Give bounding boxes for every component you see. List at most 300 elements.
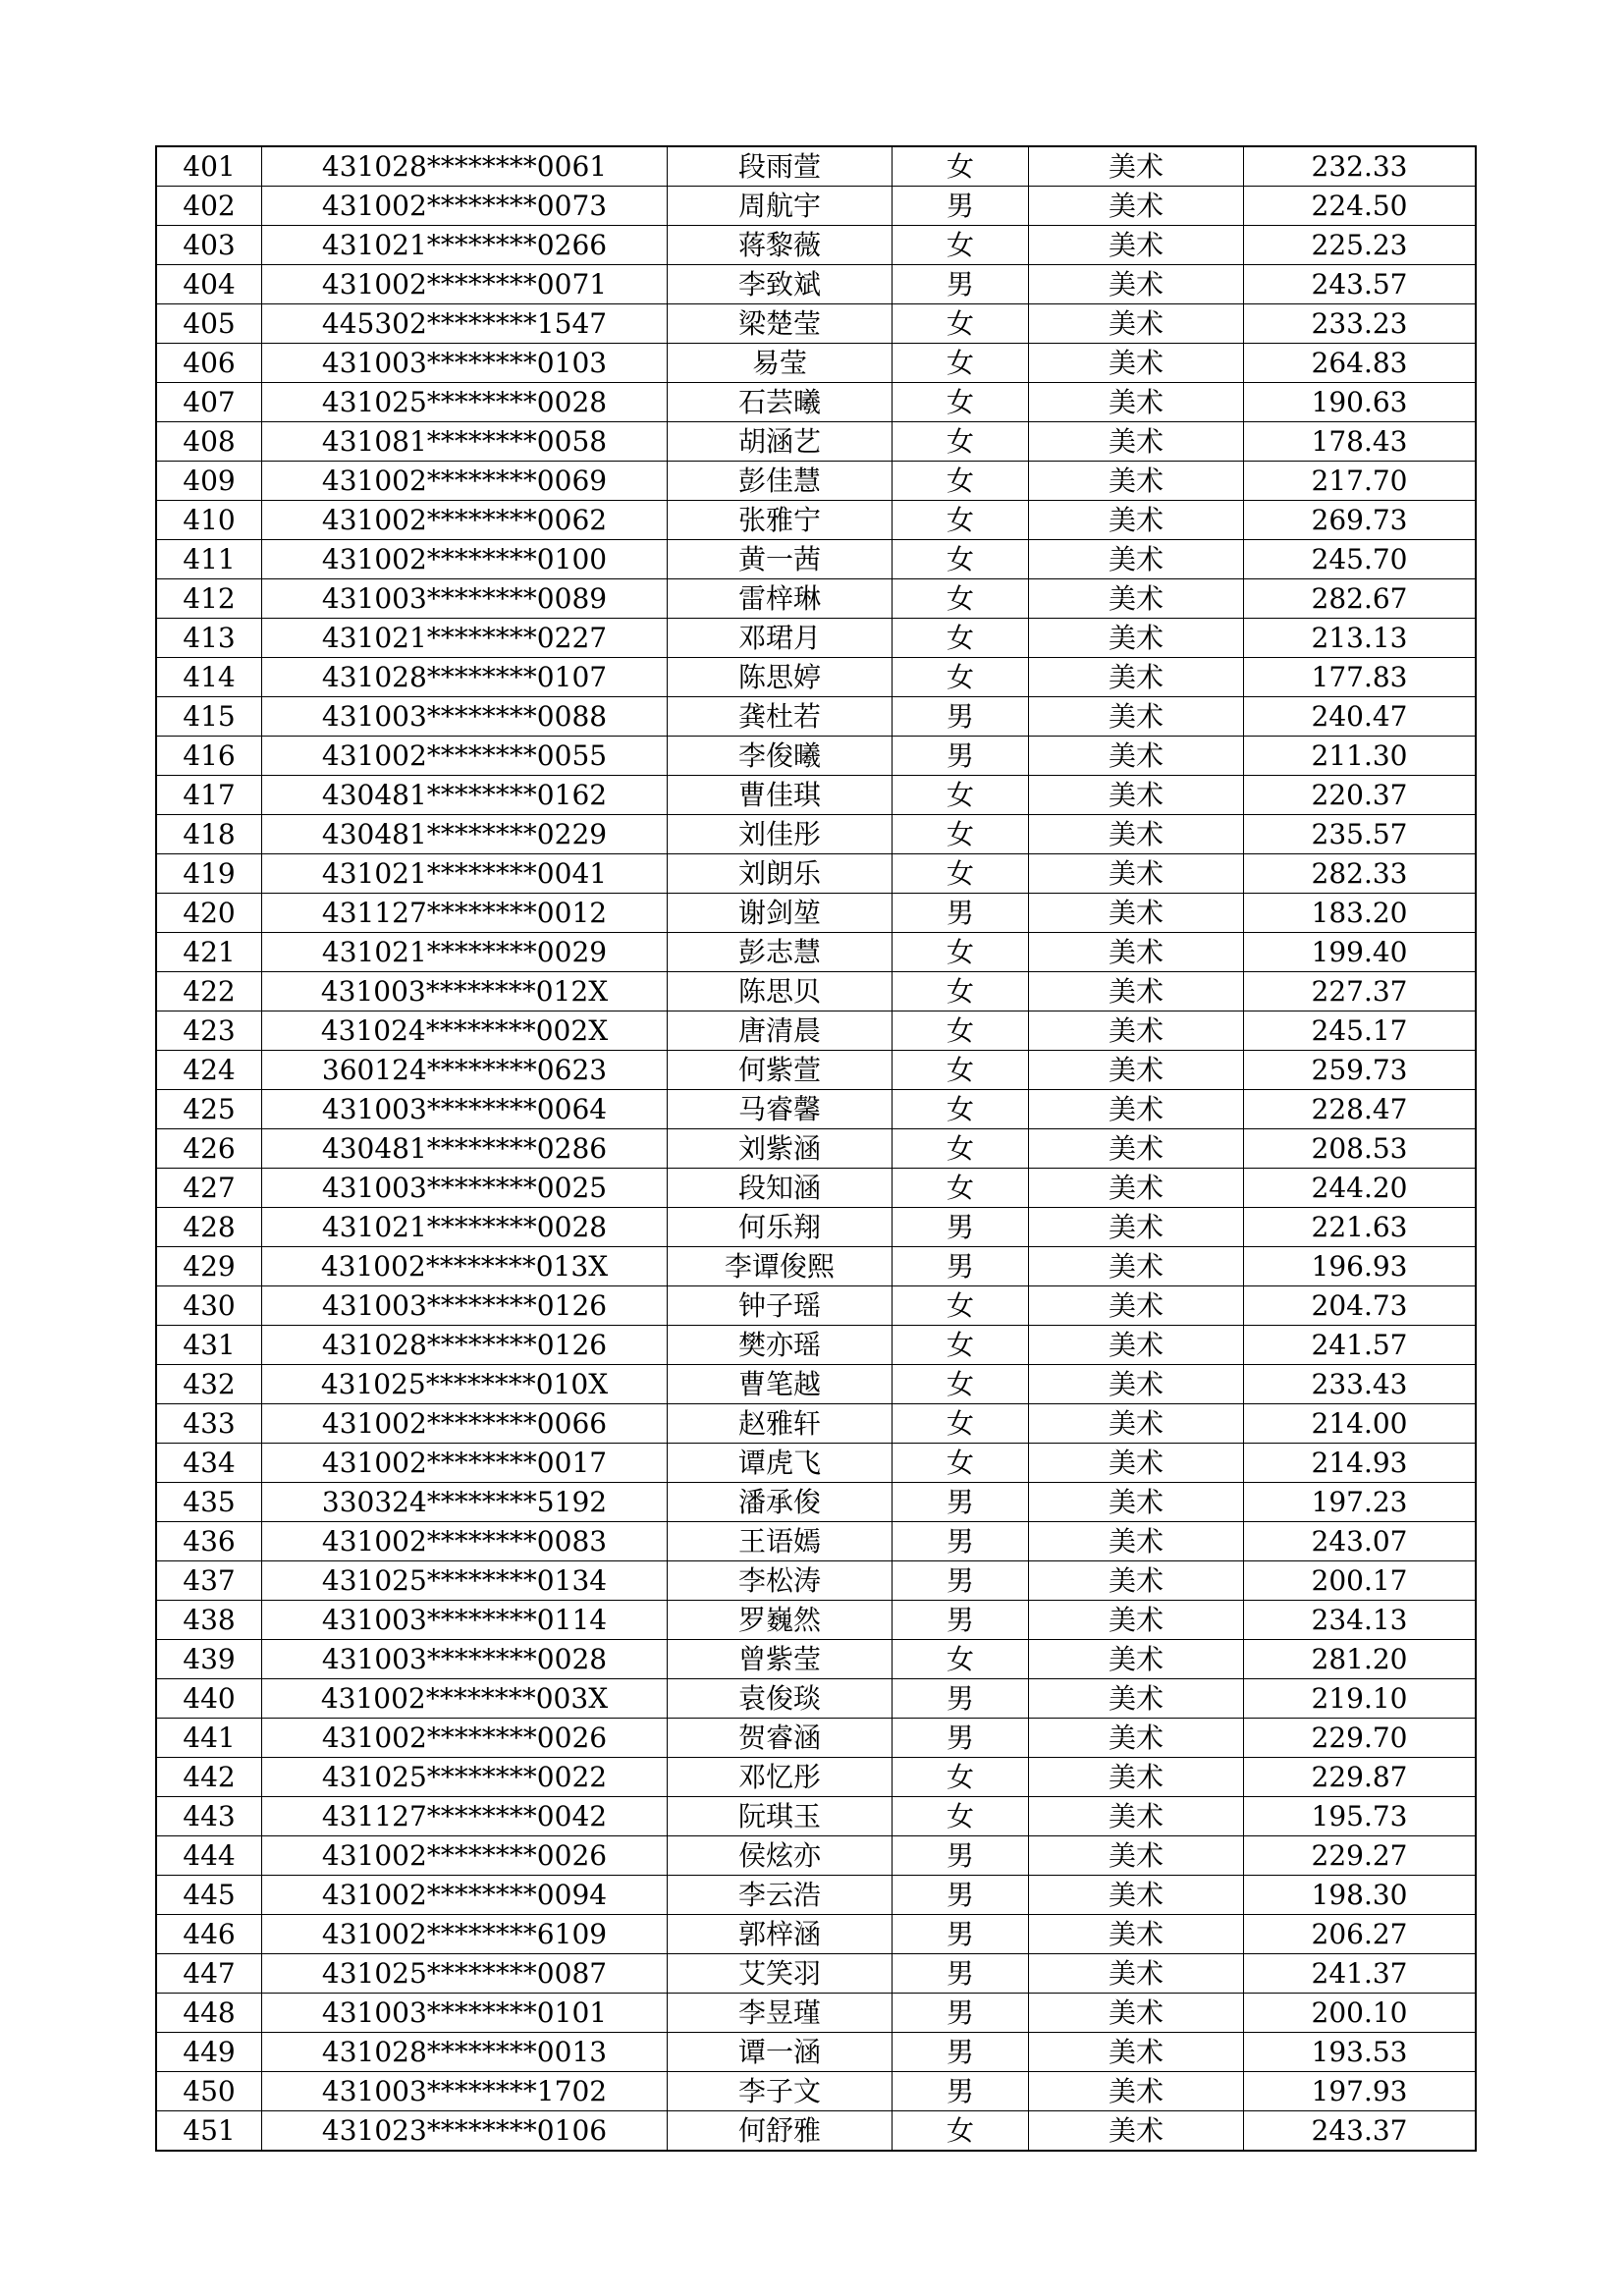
gender-cell: 女 [893, 1326, 1029, 1365]
subject-cell: 美术 [1029, 1444, 1244, 1483]
id-number-cell: 431003********1702 [262, 2072, 668, 2111]
student-name-cell: 彭佳慧 [668, 462, 893, 501]
score-cell: 240.47 [1244, 697, 1477, 737]
id-number-cell: 431028********0013 [262, 2033, 668, 2072]
gender-cell: 女 [893, 776, 1029, 815]
row-number-cell: 427 [156, 1169, 262, 1208]
id-number-cell: 431003********012X [262, 972, 668, 1011]
student-name-cell: 赵雅轩 [668, 1404, 893, 1444]
table-row [156, 1836, 1476, 1876]
row-number-cell: 429 [156, 1247, 262, 1286]
gender-cell: 女 [893, 462, 1029, 501]
subject-cell: 美术 [1029, 501, 1244, 540]
table-row [156, 1365, 1476, 1404]
subject-cell: 美术 [1029, 1679, 1244, 1719]
score-cell: 243.57 [1244, 265, 1477, 304]
id-number-cell: 431003********0089 [262, 579, 668, 619]
table-row [156, 776, 1476, 815]
subject-cell: 美术 [1029, 1365, 1244, 1404]
id-number-cell: 431003********0028 [262, 1640, 668, 1679]
id-number-cell: 431003********0088 [262, 697, 668, 737]
gender-cell: 男 [893, 1679, 1029, 1719]
id-number-cell: 431002********0026 [262, 1719, 668, 1758]
score-table-body [156, 146, 1476, 2151]
subject-cell: 美术 [1029, 894, 1244, 933]
gender-cell: 男 [893, 1601, 1029, 1640]
gender-cell: 女 [893, 1051, 1029, 1090]
score-cell: 217.70 [1244, 462, 1477, 501]
student-name-cell: 陈思贝 [668, 972, 893, 1011]
subject-cell: 美术 [1029, 1090, 1244, 1129]
row-number-cell: 408 [156, 422, 262, 462]
table-row [156, 1640, 1476, 1679]
table-row [156, 1247, 1476, 1286]
subject-cell: 美术 [1029, 776, 1244, 815]
student-name-cell: 谭虎飞 [668, 1444, 893, 1483]
score-cell: 282.67 [1244, 579, 1477, 619]
score-cell: 259.73 [1244, 1051, 1477, 1090]
id-number-cell: 431002********6109 [262, 1915, 668, 1954]
gender-cell: 男 [893, 1954, 1029, 1994]
score-cell: 229.87 [1244, 1758, 1477, 1797]
row-number-cell: 418 [156, 815, 262, 854]
id-number-cell: 431021********0227 [262, 619, 668, 658]
subject-cell: 美术 [1029, 1758, 1244, 1797]
score-cell: 220.37 [1244, 776, 1477, 815]
student-name-cell: 刘朗乐 [668, 854, 893, 894]
subject-cell: 美术 [1029, 933, 1244, 972]
row-number-cell: 410 [156, 501, 262, 540]
table-row [156, 894, 1476, 933]
gender-cell: 女 [893, 658, 1029, 697]
table-row [156, 1719, 1476, 1758]
table-row [156, 697, 1476, 737]
id-number-cell: 431025********010X [262, 1365, 668, 1404]
table-row [156, 1994, 1476, 2033]
score-cell: 243.37 [1244, 2111, 1477, 2152]
row-number-cell: 436 [156, 1522, 262, 1561]
student-name-cell: 石芸曦 [668, 383, 893, 422]
id-number-cell: 430481********0229 [262, 815, 668, 854]
row-number-cell: 413 [156, 619, 262, 658]
student-name-cell: 李子文 [668, 2072, 893, 2111]
table-row [156, 1758, 1476, 1797]
subject-cell: 美术 [1029, 226, 1244, 265]
student-name-cell: 张雅宁 [668, 501, 893, 540]
id-number-cell: 431002********0094 [262, 1876, 668, 1915]
subject-cell: 美术 [1029, 1561, 1244, 1601]
subject-cell: 美术 [1029, 1522, 1244, 1561]
score-cell: 228.47 [1244, 1090, 1477, 1129]
row-number-cell: 448 [156, 1994, 262, 2033]
gender-cell: 男 [893, 1522, 1029, 1561]
student-name-cell: 龚杜若 [668, 697, 893, 737]
id-number-cell: 431024********002X [262, 1011, 668, 1051]
gender-cell: 男 [893, 2033, 1029, 2072]
gender-cell: 女 [893, 1011, 1029, 1051]
student-name-cell: 袁俊琰 [668, 1679, 893, 1719]
gender-cell: 男 [893, 1876, 1029, 1915]
gender-cell: 女 [893, 540, 1029, 579]
gender-cell: 女 [893, 933, 1029, 972]
id-number-cell: 431023********0106 [262, 2111, 668, 2152]
score-cell: 221.63 [1244, 1208, 1477, 1247]
score-cell: 219.10 [1244, 1679, 1477, 1719]
subject-cell: 美术 [1029, 540, 1244, 579]
subject-cell: 美术 [1029, 265, 1244, 304]
student-name-cell: 雷梓琳 [668, 579, 893, 619]
subject-cell: 美术 [1029, 1483, 1244, 1522]
subject-cell: 美术 [1029, 579, 1244, 619]
table-row [156, 2033, 1476, 2072]
score-cell: 241.57 [1244, 1326, 1477, 1365]
row-number-cell: 411 [156, 540, 262, 579]
row-number-cell: 422 [156, 972, 262, 1011]
table-row [156, 1051, 1476, 1090]
score-cell: 193.53 [1244, 2033, 1477, 2072]
row-number-cell: 425 [156, 1090, 262, 1129]
row-number-cell: 414 [156, 658, 262, 697]
row-number-cell: 440 [156, 1679, 262, 1719]
table-row [156, 2111, 1476, 2152]
gender-cell: 女 [893, 1365, 1029, 1404]
gender-cell: 女 [893, 972, 1029, 1011]
subject-cell: 美术 [1029, 619, 1244, 658]
row-number-cell: 437 [156, 1561, 262, 1601]
row-number-cell: 407 [156, 383, 262, 422]
table-row [156, 146, 1476, 187]
table-row [156, 1876, 1476, 1915]
gender-cell: 女 [893, 226, 1029, 265]
id-number-cell: 431002********0026 [262, 1836, 668, 1876]
gender-cell: 女 [893, 146, 1029, 187]
student-name-cell: 梁楚莹 [668, 304, 893, 344]
subject-cell: 美术 [1029, 2072, 1244, 2111]
gender-cell: 女 [893, 1169, 1029, 1208]
table-row [156, 1797, 1476, 1836]
student-name-cell: 贺睿涵 [668, 1719, 893, 1758]
row-number-cell: 423 [156, 1011, 262, 1051]
student-name-cell: 邓珺月 [668, 619, 893, 658]
score-cell: 225.23 [1244, 226, 1477, 265]
score-cell: 233.23 [1244, 304, 1477, 344]
gender-cell: 女 [893, 619, 1029, 658]
gender-cell: 女 [893, 1286, 1029, 1326]
table-row [156, 1011, 1476, 1051]
row-number-cell: 434 [156, 1444, 262, 1483]
row-number-cell: 424 [156, 1051, 262, 1090]
gender-cell: 女 [893, 579, 1029, 619]
id-number-cell: 431025********0134 [262, 1561, 668, 1601]
subject-cell: 美术 [1029, 737, 1244, 776]
row-number-cell: 402 [156, 187, 262, 226]
row-number-cell: 433 [156, 1404, 262, 1444]
table-row [156, 304, 1476, 344]
subject-cell: 美术 [1029, 1994, 1244, 2033]
id-number-cell: 431127********0012 [262, 894, 668, 933]
id-number-cell: 431002********0100 [262, 540, 668, 579]
row-number-cell: 444 [156, 1836, 262, 1876]
row-number-cell: 446 [156, 1915, 262, 1954]
row-number-cell: 451 [156, 2111, 262, 2152]
student-name-cell: 胡涵艺 [668, 422, 893, 462]
table-row [156, 1326, 1476, 1365]
score-cell: 178.43 [1244, 422, 1477, 462]
id-number-cell: 431003********0103 [262, 344, 668, 383]
student-name-cell: 刘佳彤 [668, 815, 893, 854]
gender-cell: 女 [893, 1758, 1029, 1797]
gender-cell: 男 [893, 1483, 1029, 1522]
gender-cell: 女 [893, 304, 1029, 344]
table-row [156, 972, 1476, 1011]
id-number-cell: 430481********0286 [262, 1129, 668, 1169]
subject-cell: 美术 [1029, 1011, 1244, 1051]
score-cell: 213.13 [1244, 619, 1477, 658]
row-number-cell: 401 [156, 146, 262, 187]
row-number-cell: 428 [156, 1208, 262, 1247]
student-name-cell: 刘紫涵 [668, 1129, 893, 1169]
gender-cell: 男 [893, 737, 1029, 776]
table-row [156, 658, 1476, 697]
gender-cell: 男 [893, 265, 1029, 304]
id-number-cell: 431002********003X [262, 1679, 668, 1719]
gender-cell: 男 [893, 1915, 1029, 1954]
subject-cell: 美术 [1029, 1797, 1244, 1836]
subject-cell: 美术 [1029, 1876, 1244, 1915]
score-cell: 234.13 [1244, 1601, 1477, 1640]
table-row [156, 540, 1476, 579]
id-number-cell: 431025********0022 [262, 1758, 668, 1797]
student-name-cell: 潘承俊 [668, 1483, 893, 1522]
student-name-cell: 曾紫莹 [668, 1640, 893, 1679]
subject-cell: 美术 [1029, 1208, 1244, 1247]
score-cell: 195.73 [1244, 1797, 1477, 1836]
subject-cell: 美术 [1029, 1169, 1244, 1208]
student-name-cell: 郭梓涵 [668, 1915, 893, 1954]
score-cell: 233.43 [1244, 1365, 1477, 1404]
table-row [156, 579, 1476, 619]
row-number-cell: 442 [156, 1758, 262, 1797]
score-cell: 229.70 [1244, 1719, 1477, 1758]
score-cell: 183.20 [1244, 894, 1477, 933]
row-number-cell: 403 [156, 226, 262, 265]
id-number-cell: 431028********0126 [262, 1326, 668, 1365]
student-name-cell: 何乐翔 [668, 1208, 893, 1247]
id-number-cell: 431021********0266 [262, 226, 668, 265]
row-number-cell: 415 [156, 697, 262, 737]
subject-cell: 美术 [1029, 304, 1244, 344]
row-number-cell: 431 [156, 1326, 262, 1365]
student-name-cell: 李谭俊熙 [668, 1247, 893, 1286]
gender-cell: 男 [893, 1247, 1029, 1286]
subject-cell: 美术 [1029, 2111, 1244, 2152]
score-table [155, 145, 1477, 2152]
table-row [156, 1208, 1476, 1247]
subject-cell: 美术 [1029, 2033, 1244, 2072]
subject-cell: 美术 [1029, 1915, 1244, 1954]
student-name-cell: 陈思婷 [668, 658, 893, 697]
score-cell: 214.00 [1244, 1404, 1477, 1444]
score-cell: 245.70 [1244, 540, 1477, 579]
score-cell: 264.83 [1244, 344, 1477, 383]
score-cell: 199.40 [1244, 933, 1477, 972]
id-number-cell: 431021********0041 [262, 854, 668, 894]
id-number-cell: 431002********0062 [262, 501, 668, 540]
gender-cell: 女 [893, 1640, 1029, 1679]
student-name-cell: 钟子瑶 [668, 1286, 893, 1326]
gender-cell: 女 [893, 422, 1029, 462]
student-name-cell: 艾笑羽 [668, 1954, 893, 1994]
table-row [156, 1404, 1476, 1444]
table-row [156, 1483, 1476, 1522]
subject-cell: 美术 [1029, 1404, 1244, 1444]
table-row [156, 383, 1476, 422]
row-number-cell: 406 [156, 344, 262, 383]
table-row [156, 1915, 1476, 1954]
student-name-cell: 侯炫亦 [668, 1836, 893, 1876]
student-name-cell: 邓忆彤 [668, 1758, 893, 1797]
row-number-cell: 420 [156, 894, 262, 933]
row-number-cell: 430 [156, 1286, 262, 1326]
table-row [156, 1169, 1476, 1208]
subject-cell: 美术 [1029, 1954, 1244, 1994]
id-number-cell: 431002********0071 [262, 265, 668, 304]
row-number-cell: 412 [156, 579, 262, 619]
student-name-cell: 李昱瑾 [668, 1994, 893, 2033]
table-row [156, 2072, 1476, 2111]
student-name-cell: 何紫萱 [668, 1051, 893, 1090]
row-number-cell: 419 [156, 854, 262, 894]
student-name-cell: 谭一涵 [668, 2033, 893, 2072]
score-cell: 281.20 [1244, 1640, 1477, 1679]
student-name-cell: 李云浩 [668, 1876, 893, 1915]
row-number-cell: 405 [156, 304, 262, 344]
score-cell: 190.63 [1244, 383, 1477, 422]
gender-cell: 女 [893, 1444, 1029, 1483]
score-cell: 232.33 [1244, 146, 1477, 187]
gender-cell: 女 [893, 344, 1029, 383]
row-number-cell: 432 [156, 1365, 262, 1404]
score-cell: 211.30 [1244, 737, 1477, 776]
student-name-cell: 樊亦瑶 [668, 1326, 893, 1365]
id-number-cell: 431081********0058 [262, 422, 668, 462]
score-cell: 197.93 [1244, 2072, 1477, 2111]
student-name-cell: 黄一茜 [668, 540, 893, 579]
score-cell: 198.30 [1244, 1876, 1477, 1915]
row-number-cell: 445 [156, 1876, 262, 1915]
table-row [156, 933, 1476, 972]
id-number-cell: 431002********0066 [262, 1404, 668, 1444]
table-row [156, 737, 1476, 776]
subject-cell: 美术 [1029, 815, 1244, 854]
subject-cell: 美术 [1029, 1640, 1244, 1679]
id-number-cell: 431003********0101 [262, 1994, 668, 2033]
id-number-cell: 431003********0126 [262, 1286, 668, 1326]
table-row [156, 344, 1476, 383]
score-cell: 269.73 [1244, 501, 1477, 540]
student-name-cell: 曹佳琪 [668, 776, 893, 815]
gender-cell: 女 [893, 854, 1029, 894]
student-name-cell: 段知涵 [668, 1169, 893, 1208]
student-name-cell: 何舒雅 [668, 2111, 893, 2152]
row-number-cell: 409 [156, 462, 262, 501]
score-cell: 214.93 [1244, 1444, 1477, 1483]
student-name-cell: 李松涛 [668, 1561, 893, 1601]
student-name-cell: 周航宇 [668, 187, 893, 226]
id-number-cell: 431021********0028 [262, 1208, 668, 1247]
score-cell: 229.27 [1244, 1836, 1477, 1876]
table-row [156, 1129, 1476, 1169]
score-cell: 224.50 [1244, 187, 1477, 226]
gender-cell: 男 [893, 1836, 1029, 1876]
table-row [156, 422, 1476, 462]
score-cell: 204.73 [1244, 1286, 1477, 1326]
id-number-cell: 431025********0087 [262, 1954, 668, 1994]
score-cell: 177.83 [1244, 658, 1477, 697]
gender-cell: 男 [893, 1994, 1029, 2033]
score-cell: 245.17 [1244, 1011, 1477, 1051]
score-cell: 200.17 [1244, 1561, 1477, 1601]
score-cell: 243.07 [1244, 1522, 1477, 1561]
id-number-cell: 431002********0055 [262, 737, 668, 776]
student-name-cell: 彭志慧 [668, 933, 893, 972]
table-row [156, 854, 1476, 894]
score-cell: 241.37 [1244, 1954, 1477, 1994]
subject-cell: 美术 [1029, 1601, 1244, 1640]
table-row [156, 1601, 1476, 1640]
student-name-cell: 李俊曦 [668, 737, 893, 776]
score-cell: 206.27 [1244, 1915, 1477, 1954]
gender-cell: 女 [893, 1404, 1029, 1444]
table-row [156, 1286, 1476, 1326]
row-number-cell: 426 [156, 1129, 262, 1169]
table-row [156, 265, 1476, 304]
id-number-cell: 431003********0064 [262, 1090, 668, 1129]
subject-cell: 美术 [1029, 854, 1244, 894]
score-cell: 235.57 [1244, 815, 1477, 854]
id-number-cell: 431002********0083 [262, 1522, 668, 1561]
id-number-cell: 445302********1547 [262, 304, 668, 344]
row-number-cell: 416 [156, 737, 262, 776]
row-number-cell: 417 [156, 776, 262, 815]
table-row [156, 1522, 1476, 1561]
gender-cell: 男 [893, 697, 1029, 737]
id-number-cell: 431003********0114 [262, 1601, 668, 1640]
student-name-cell: 唐清晨 [668, 1011, 893, 1051]
subject-cell: 美术 [1029, 697, 1244, 737]
id-number-cell: 431003********0025 [262, 1169, 668, 1208]
student-name-cell: 马睿馨 [668, 1090, 893, 1129]
gender-cell: 女 [893, 1129, 1029, 1169]
table-row [156, 815, 1476, 854]
subject-cell: 美术 [1029, 383, 1244, 422]
table-row [156, 462, 1476, 501]
subject-cell: 美术 [1029, 462, 1244, 501]
student-name-cell: 蒋黎薇 [668, 226, 893, 265]
student-name-cell: 李致斌 [668, 265, 893, 304]
id-number-cell: 431028********0061 [262, 146, 668, 187]
table-row [156, 1444, 1476, 1483]
subject-cell: 美术 [1029, 344, 1244, 383]
id-number-cell: 431002********0073 [262, 187, 668, 226]
subject-cell: 美术 [1029, 1326, 1244, 1365]
subject-cell: 美术 [1029, 1051, 1244, 1090]
score-cell: 227.37 [1244, 972, 1477, 1011]
row-number-cell: 439 [156, 1640, 262, 1679]
row-number-cell: 449 [156, 2033, 262, 2072]
id-number-cell: 431025********0028 [262, 383, 668, 422]
id-number-cell: 431002********0017 [262, 1444, 668, 1483]
